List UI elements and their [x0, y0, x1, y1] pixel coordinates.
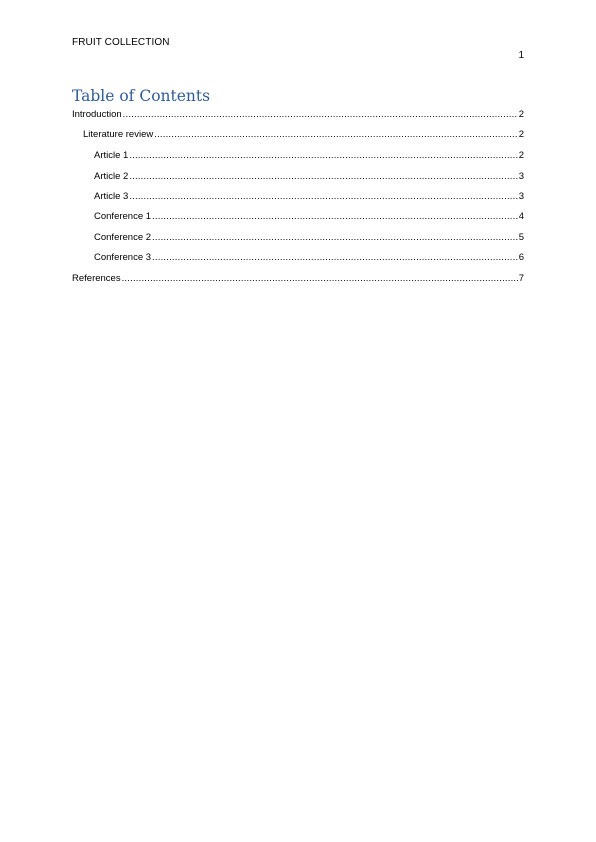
toc-entry-references[interactable]: [72, 272, 524, 285]
toc-entry-label: Literature review: [83, 129, 154, 140]
dot-leader: [129, 191, 517, 203]
toc-entry-literature-review[interactable]: [83, 128, 524, 141]
toc-entry-page: 3: [518, 171, 524, 182]
dot-leader: [152, 232, 518, 244]
toc-entry-label: Conference 1: [94, 211, 152, 222]
toc-entry-label: Conference 2: [94, 232, 152, 243]
toc-entry-label: Article 3: [94, 191, 129, 202]
page-number: 1: [518, 50, 524, 61]
toc-entry-page: 2: [518, 129, 524, 140]
dot-leader: [129, 150, 517, 162]
dot-leader: [123, 109, 518, 121]
toc-entry-article-3[interactable]: [94, 190, 524, 203]
toc-entry-conference-2[interactable]: [94, 231, 524, 244]
toc-entry-page: 7: [518, 273, 524, 284]
dot-leader: [122, 273, 518, 285]
dot-leader: [152, 252, 518, 264]
toc-entry-introduction[interactable]: [72, 108, 524, 121]
toc-entry-page: 5: [518, 232, 524, 243]
toc-entry-page: 6: [518, 252, 524, 263]
toc-entry-label: Article 1: [94, 150, 129, 161]
toc-entry-article-1[interactable]: [94, 149, 524, 162]
toc-entry-page: 4: [518, 211, 524, 222]
toc-entry-label: Conference 3: [94, 252, 152, 263]
running-head: FRUIT COLLECTION: [72, 37, 170, 48]
dot-leader: [129, 171, 517, 183]
toc-entry-label: Article 2: [94, 171, 129, 182]
toc-entry-conference-3[interactable]: [94, 251, 524, 264]
toc-entry-page: 2: [518, 109, 524, 120]
toc-entry-label: References: [72, 273, 121, 284]
toc-entry-page: 3: [518, 191, 524, 202]
toc-heading: Table of Contents: [72, 87, 211, 105]
toc-entry-article-2[interactable]: [94, 170, 524, 183]
toc-entry-page: 2: [518, 150, 524, 161]
dot-leader: [154, 129, 517, 141]
toc-entry-conference-1[interactable]: [94, 210, 524, 223]
dot-leader: [152, 211, 518, 223]
toc-entry-label: Introduction: [72, 109, 122, 120]
